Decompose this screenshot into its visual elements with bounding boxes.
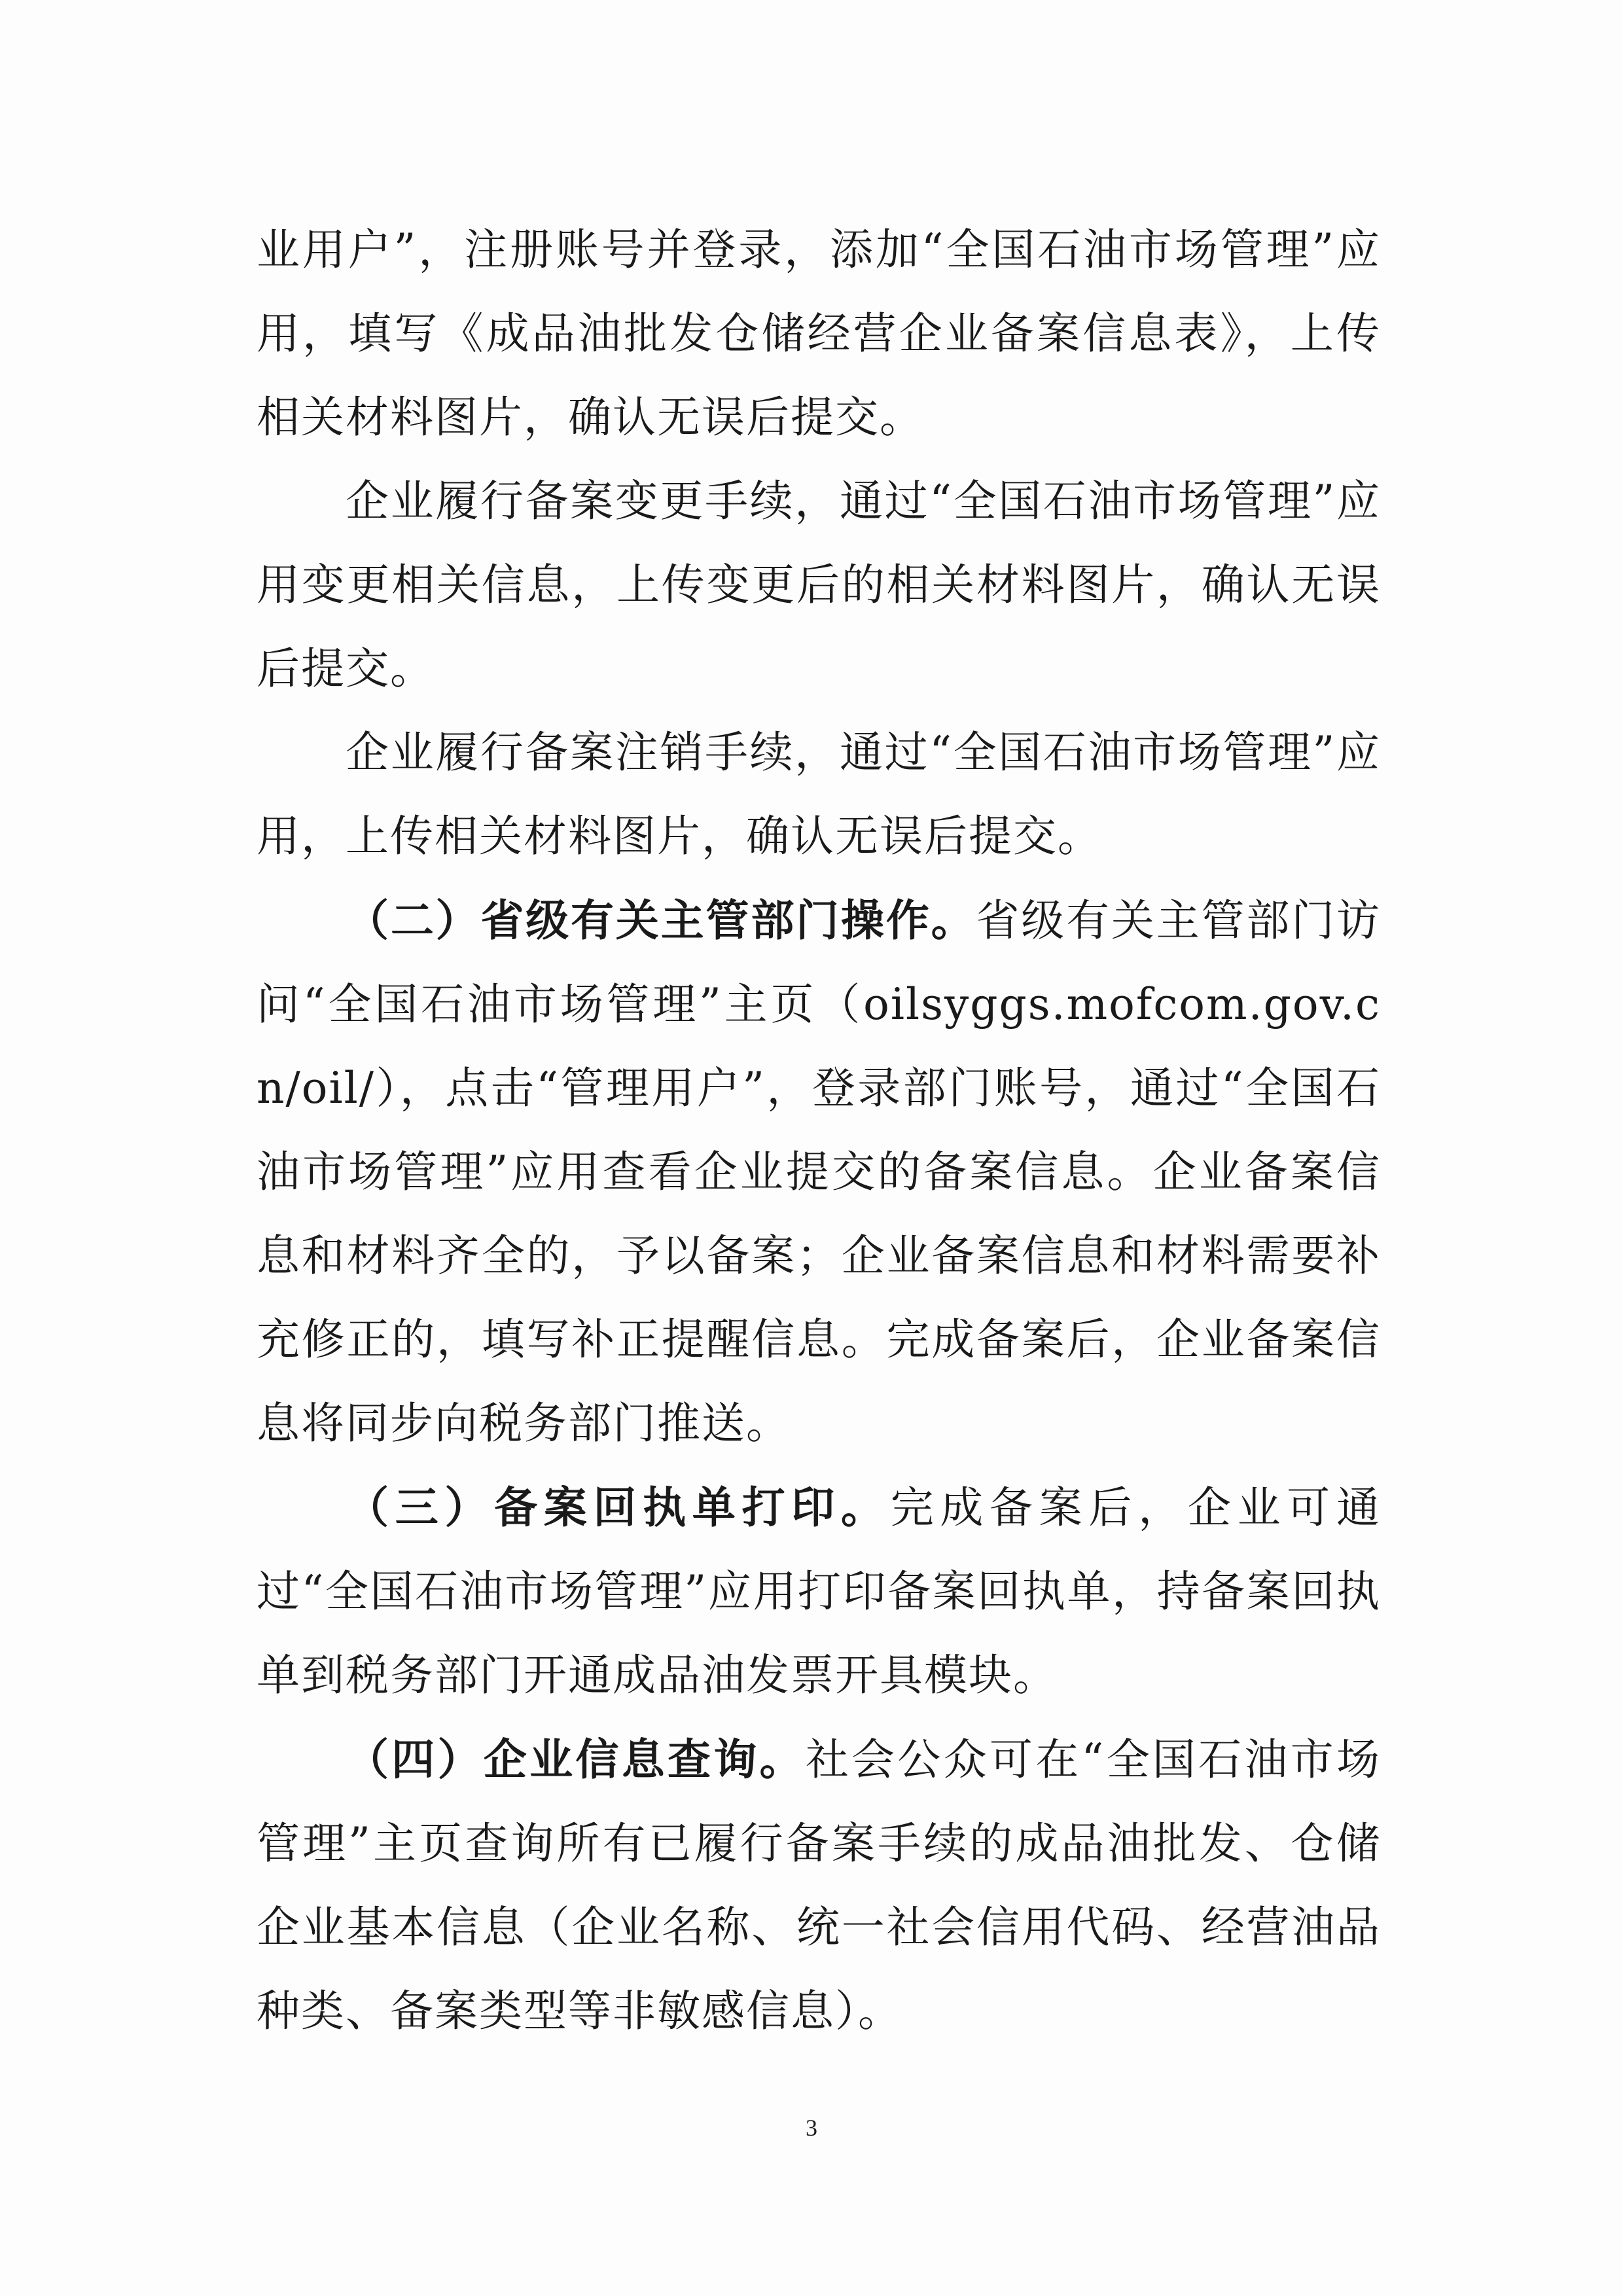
section-heading: （四）企业信息查询。 — [346, 1734, 806, 1785]
paragraph-text: 业用户”，注册账号并登录，添加“全国石油市场管理”应用，填写《成品油批发仓储经营企业备案信息表》，上传相关材料图片，确认无误后提交。 — [257, 224, 1381, 442]
paragraph-text: 企业履行备案注销手续，通过“全国石油市场管理”应用，上传相关材料图片，确认无误后提交。 — [257, 727, 1381, 861]
paragraph-text: 完成备案后，企业可通过“全国石油市场管理”应用打印备案回执单，持备案回执单到税务部门开通成品油发票开具模块。 — [257, 1482, 1382, 1700]
page-number: 3 — [806, 2115, 817, 2141]
section-heading: （三）备案回执单打印。 — [346, 1482, 891, 1533]
paragraph-provincial-operation — [257, 878, 1381, 1465]
paragraph-text: 省级有关主管部门访问“全国石油市场管理”主页（oilsyggs.mofcom.gov.cn/oil/），点击“管理用户”，登录部门账号，通过“全国石油市场管理”应用查看企业提交的备案信息。企业备案信息和材料齐全的，予以备案；企业备案信息和材料需要补充修正的，填写补正提醒信息。完成备案后，企业备案信息将同步向税务部门推送。 — [257, 895, 1382, 1448]
section-heading: （二）省级有关主管部门操作。 — [346, 895, 976, 946]
paragraph-info-query — [257, 1717, 1381, 2053]
paragraph-filing-cancellation — [257, 711, 1381, 878]
paragraph-enterprise-registration — [257, 208, 1381, 459]
document-body — [257, 208, 1381, 2053]
paragraph-text: 社会公众可在“全国石油市场管理”主页查询所有已履行备案手续的成品油批发、仓储企业基本信息（企业名称、统一社会信用代码、经营油品种类、备案类型等非敏感信息）。 — [257, 1734, 1381, 2036]
paragraph-filing-change — [257, 459, 1381, 711]
paragraph-text: 企业履行备案变更手续，通过“全国石油市场管理”应用变更相关信息，上传变更后的相关材料图片，确认无误后提交。 — [257, 476, 1381, 694]
paragraph-receipt-printing — [257, 1465, 1381, 1717]
